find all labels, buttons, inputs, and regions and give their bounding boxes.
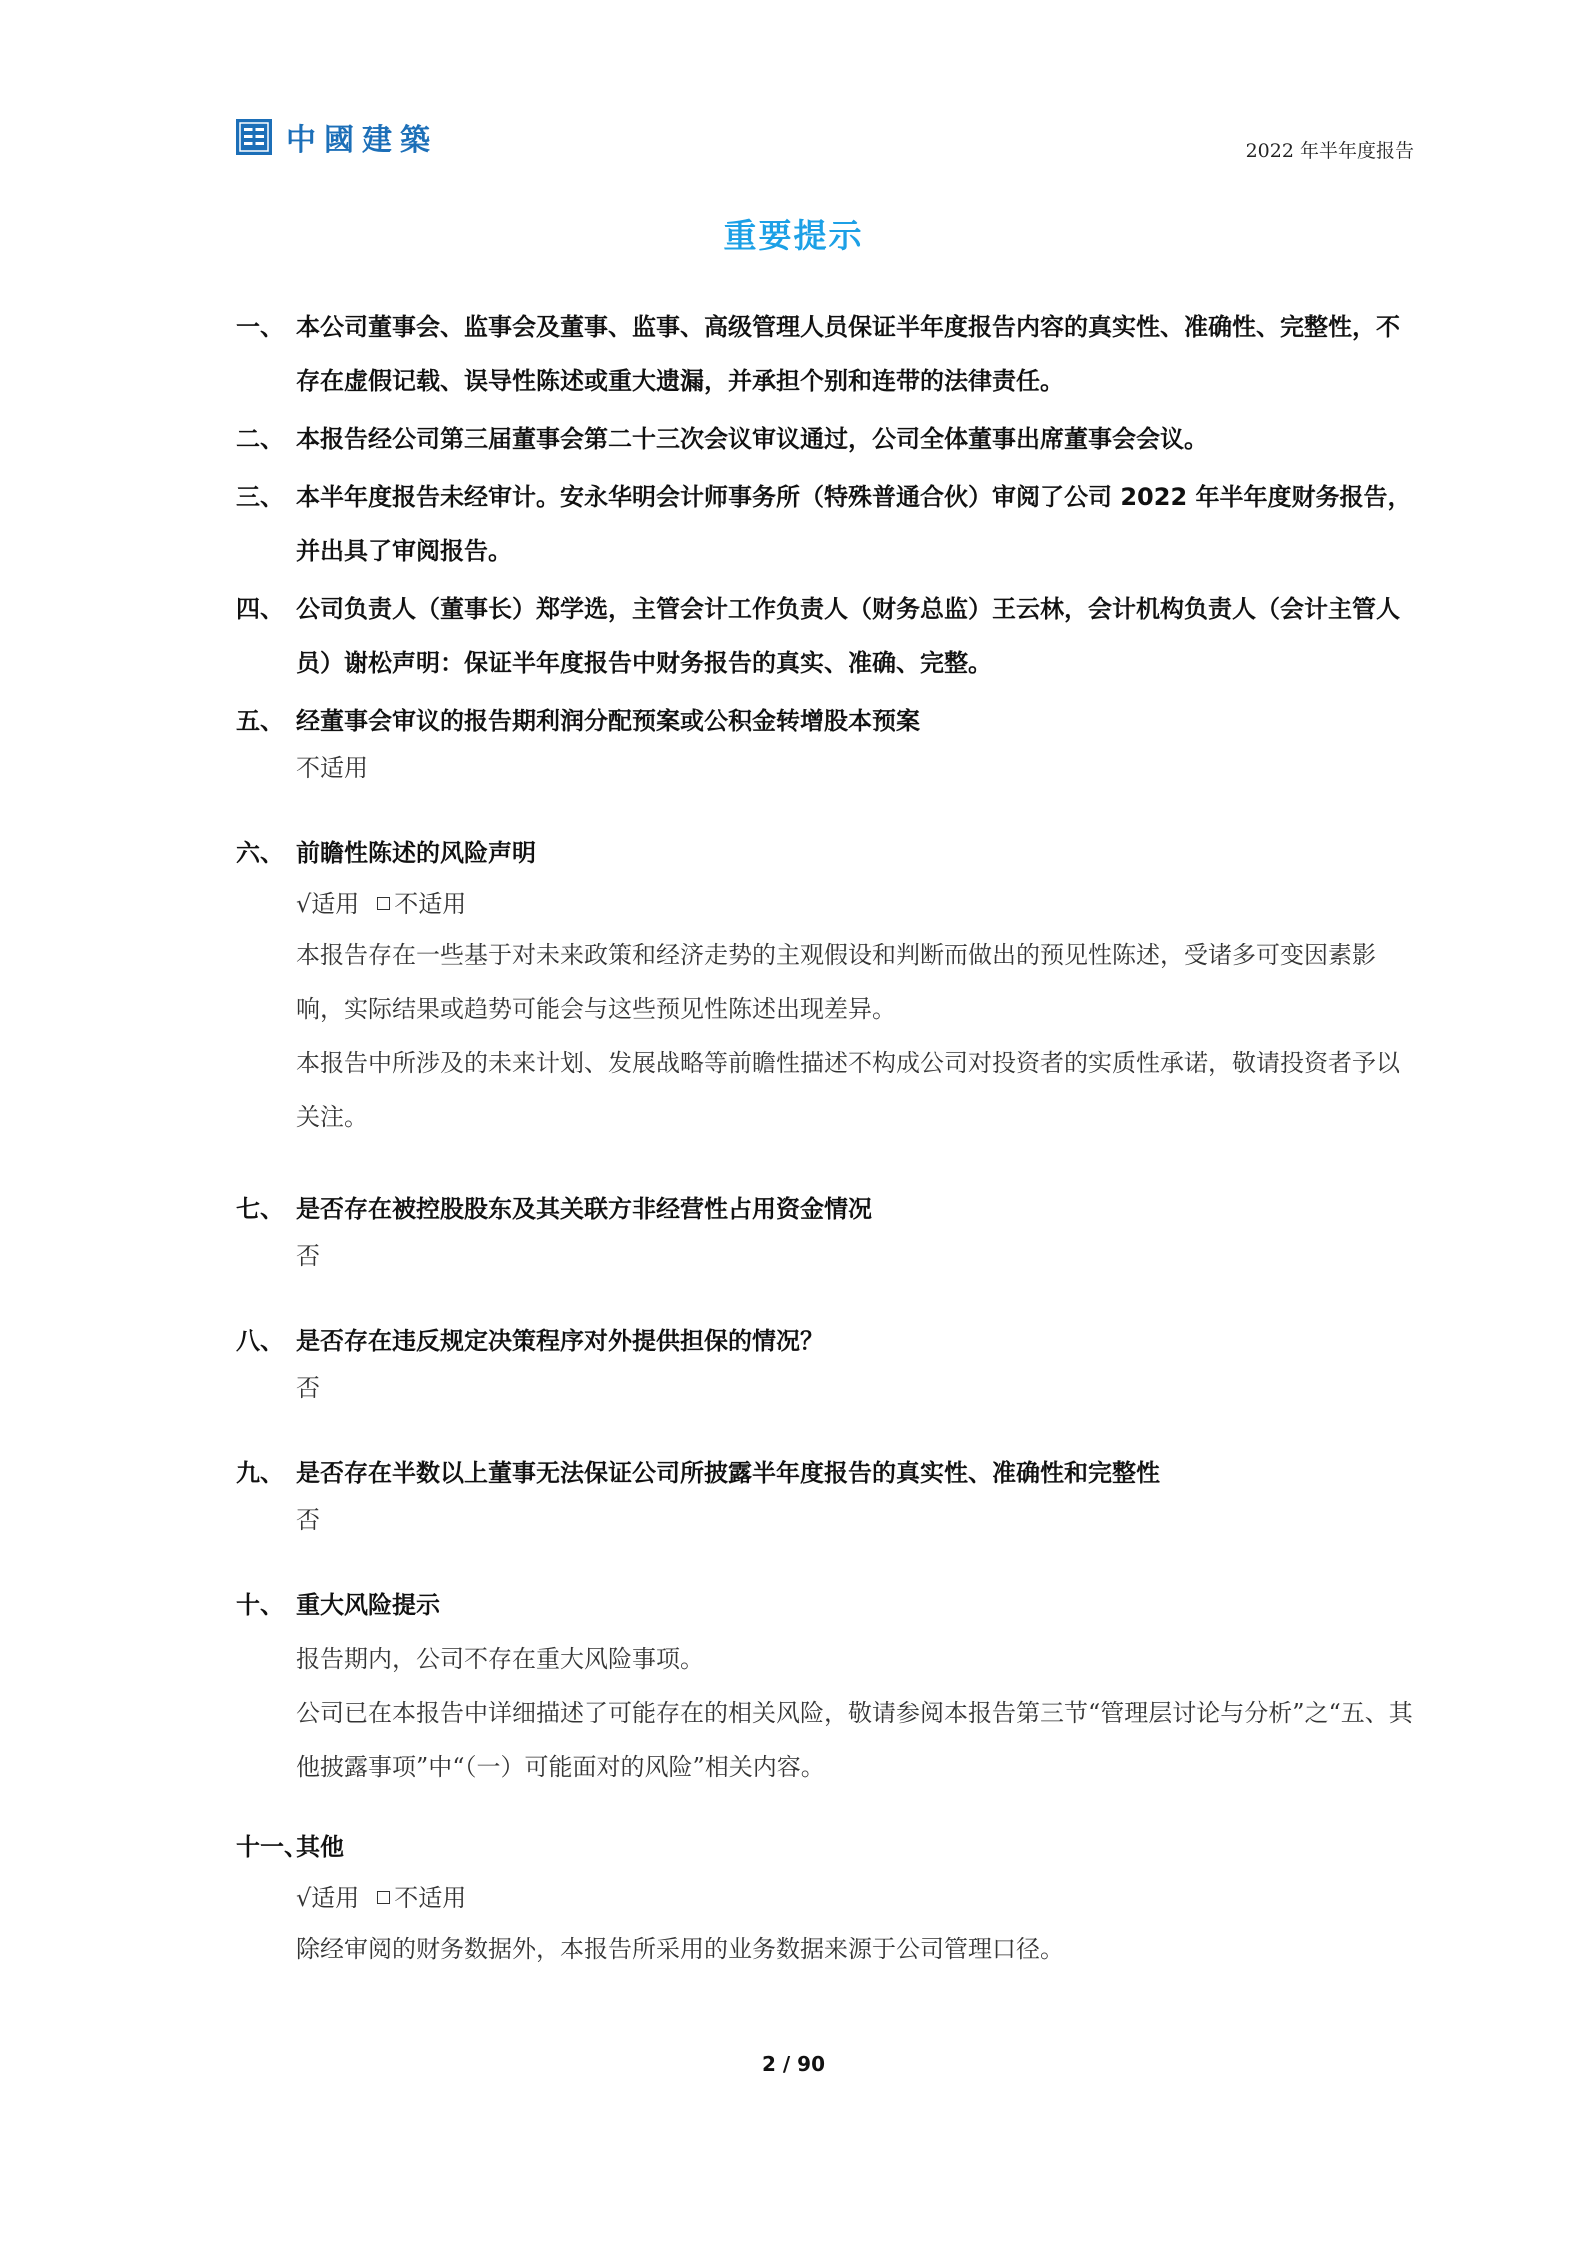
- item-body-text: 否: [296, 1242, 320, 1270]
- notice-item-9: [236, 1446, 1414, 1540]
- item-title: 是否存在被控股股东及其关联方非经营性占用资金情况: [296, 1195, 872, 1223]
- header-divider: [236, 162, 1414, 163]
- notice-item-2: [236, 412, 1414, 466]
- item-body-text: 报告期内，公司不存在重大风险事项。: [296, 1645, 704, 1673]
- notice-item-11: [236, 1820, 1414, 1976]
- item-number: 十一、: [236, 1833, 308, 1861]
- item-title: 公司负责人（董事长）郑学选，主管会计工作负责人（财务总监）王云林，会计机构负责人（会计主管人员）谢松声明：保证半年度报告中财务报告的真实、准确、完整。: [296, 595, 1400, 677]
- notice-item-1: [236, 300, 1414, 408]
- applicability-check: [296, 880, 1414, 928]
- item-title: 本报告经公司第三届董事会第二十三次会议审议通过，公司全体董事出席董事会会议。: [296, 425, 1208, 453]
- item-title: 前瞻性陈述的风险声明: [296, 839, 536, 867]
- notice-item-4: [236, 582, 1414, 690]
- notice-item-7: [236, 1182, 1414, 1276]
- notice-item-5: [236, 694, 1414, 788]
- notice-item-3: [236, 470, 1414, 578]
- item-title: 本半年度报告未经审计。安永华明会计师事务所（特殊普通合伙）审阅了公司 2022 年半年度财务报告，并出具了审阅报告。: [296, 483, 1412, 565]
- item-title: 其他: [296, 1833, 344, 1861]
- item-body-text: 否: [296, 1506, 320, 1534]
- item-number: 七、: [236, 1195, 284, 1223]
- item-title: 是否存在违反规定决策程序对外提供担保的情况？: [296, 1327, 824, 1355]
- company-logo: [236, 118, 438, 156]
- checkbox-empty-icon: [377, 897, 390, 910]
- item-number: 九、: [236, 1459, 284, 1487]
- item-title: 重大风险提示: [296, 1591, 440, 1619]
- item-number: 一、: [236, 313, 284, 341]
- item-number: 二、: [236, 425, 284, 453]
- item-body-text: 不适用: [296, 754, 368, 782]
- not-applicable-option: 不适用: [394, 890, 467, 918]
- checkbox-empty-icon: [377, 1891, 390, 1904]
- item-number: 八、: [236, 1327, 284, 1355]
- cscec-logo-icon: [236, 119, 272, 155]
- company-name: 中國建築: [286, 123, 438, 158]
- page-number: 2 / 90: [762, 2052, 825, 2076]
- item-number: 四、: [236, 595, 284, 623]
- item-number: 五、: [236, 707, 284, 735]
- notice-list: [236, 300, 1414, 1976]
- applicability-check: [296, 1874, 1414, 1922]
- item-body-text: 除经审阅的财务数据外，本报告所采用的业务数据来源于公司管理口径。: [296, 1935, 1064, 1963]
- report-title: 2022 年半年度报告: [1245, 140, 1414, 162]
- not-applicable-option: 不适用: [394, 1884, 467, 1912]
- notice-item-10: [236, 1578, 1414, 1794]
- applicable-option: √适用: [296, 890, 360, 918]
- applicable-option: √适用: [296, 1884, 360, 1912]
- item-number: 三、: [236, 483, 284, 511]
- notice-item-6: [236, 826, 1414, 1144]
- item-number: 十、: [236, 1591, 284, 1619]
- item-body-text: 否: [296, 1374, 320, 1402]
- item-body-text: 公司已在本报告中详细描述了可能存在的相关风险，敬请参阅本报告第三节“管理层讨论与分析”之“五、其他披露事项”中“（一）可能面对的风险”相关内容。: [296, 1699, 1413, 1781]
- item-body-text: 本报告存在一些基于对未来政策和经济走势的主观假设和判断而做出的预见性陈述，受诸多可变因素影响，实际结果或趋势可能会与这些预见性陈述出现差异。: [296, 941, 1376, 1023]
- page-title: 重要提示: [723, 216, 864, 255]
- item-title: 是否存在半数以上董事无法保证公司所披露半年度报告的真实性、准确性和完整性: [296, 1459, 1160, 1487]
- page-header: [236, 112, 1414, 160]
- item-title: 经董事会审议的报告期利润分配预案或公积金转增股本预案: [296, 707, 920, 735]
- item-number: 六、: [236, 839, 284, 867]
- item-body-text: 本报告中所涉及的未来计划、发展战略等前瞻性描述不构成公司对投资者的实质性承诺，敬请投资者予以关注。: [296, 1049, 1400, 1131]
- notice-item-8: [236, 1314, 1414, 1408]
- item-title: 本公司董事会、监事会及董事、监事、高级管理人员保证半年度报告内容的真实性、准确性、完整性，不存在虚假记载、误导性陈述或重大遗漏，并承担个别和连带的法律责任。: [296, 313, 1400, 395]
